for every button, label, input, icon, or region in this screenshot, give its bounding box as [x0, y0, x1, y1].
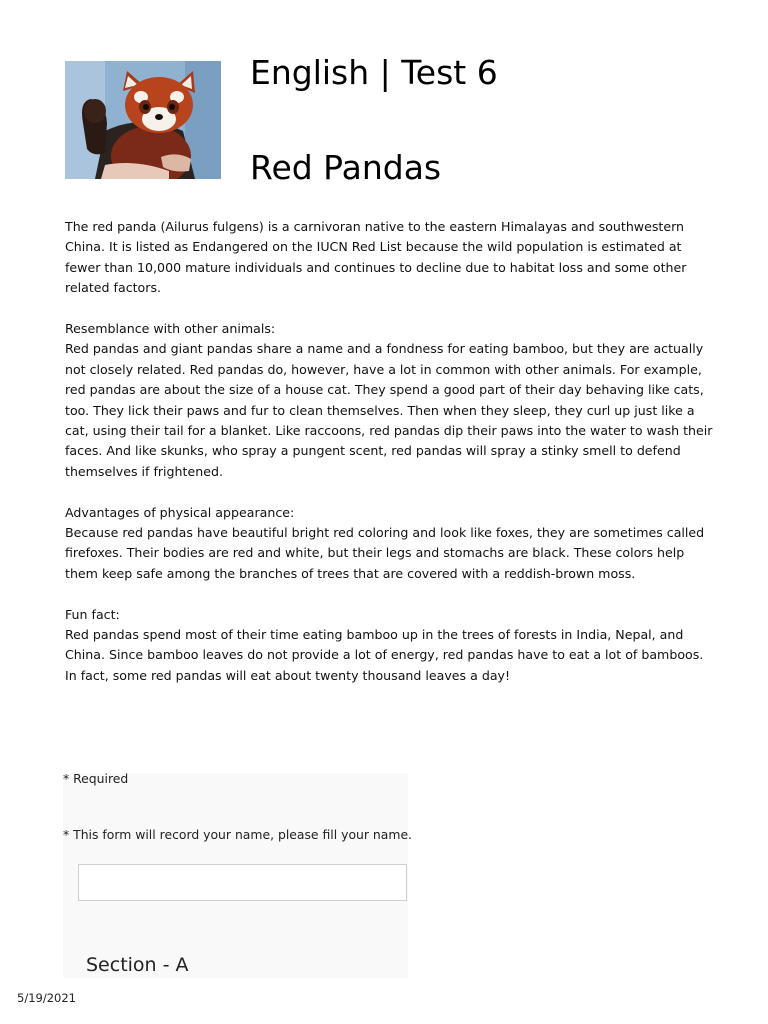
print-date: 5/19/2021	[17, 991, 76, 1005]
article-body	[65, 217, 717, 707]
red-panda-photo	[65, 61, 221, 179]
section-fun-fact	[65, 605, 717, 687]
article-title: Red Pandas	[250, 148, 442, 187]
section-heading-resemblance: Resemblance with other animals:	[65, 321, 276, 337]
section-heading-appearance: Advantages of physical appearance:	[65, 504, 295, 520]
section-body-resemblance: Red pandas and giant pandas share a name and a fondness for eating bamboo, but they are actually not closely related. Red pandas do, however, have a lot in common with other animals. For example, red pandas are about the size of a house cat. They spend a good part of their day behaving like cats, too. They lick their paws and fur to clean themselves. Then when they sleep, they curl up just like a cat, using their tail for a blanket. Like raccoons, red pandas dip their paws into the water to wash their faces. And like skunks, who spray a pungent scent, red pandas will spray a stinky smell to defend themselves if frightened.	[65, 341, 713, 479]
section-heading-fun-fact: Fun fact:	[65, 606, 120, 622]
required-note: * Required	[63, 771, 129, 786]
section-body-appearance: Because red pandas have beautiful bright red coloring and look like foxes, they are sometimes called firefoxes. Their bodies are red and white, but their legs and stomachs are black. These colors help them keep safe among the branches of trees that are covered with a reddish-brown moss.	[65, 525, 705, 581]
red-panda-illustration	[65, 61, 221, 179]
page-title: English | Test 6	[250, 53, 498, 92]
section-a-title: Section - A	[86, 954, 189, 976]
section-body-fun-fact: Red pandas spend most of their time eating bamboo up in the trees of forests in India, Nepal, and China. Since bamboo leaves do not provide a lot of energy, red pandas have to eat a lot of bamboos. In fact, some red pandas will eat about twenty thousand leaves a day!	[65, 627, 704, 683]
section-resemblance	[65, 319, 717, 482]
section-appearance	[65, 503, 717, 585]
name-question-label: * This form will record your name, please fill your name.	[63, 827, 413, 842]
name-input[interactable]	[78, 864, 407, 901]
intro-paragraph: The red panda (Ailurus fulgens) is a carnivoran native to the eastern Himalayas and southwestern China. It is listed as Endangered on the IUCN Red List because the wild population is estimated at fewer than 10,000 mature individuals and continues to decline due to habitat loss and some other related factors.	[65, 219, 687, 296]
